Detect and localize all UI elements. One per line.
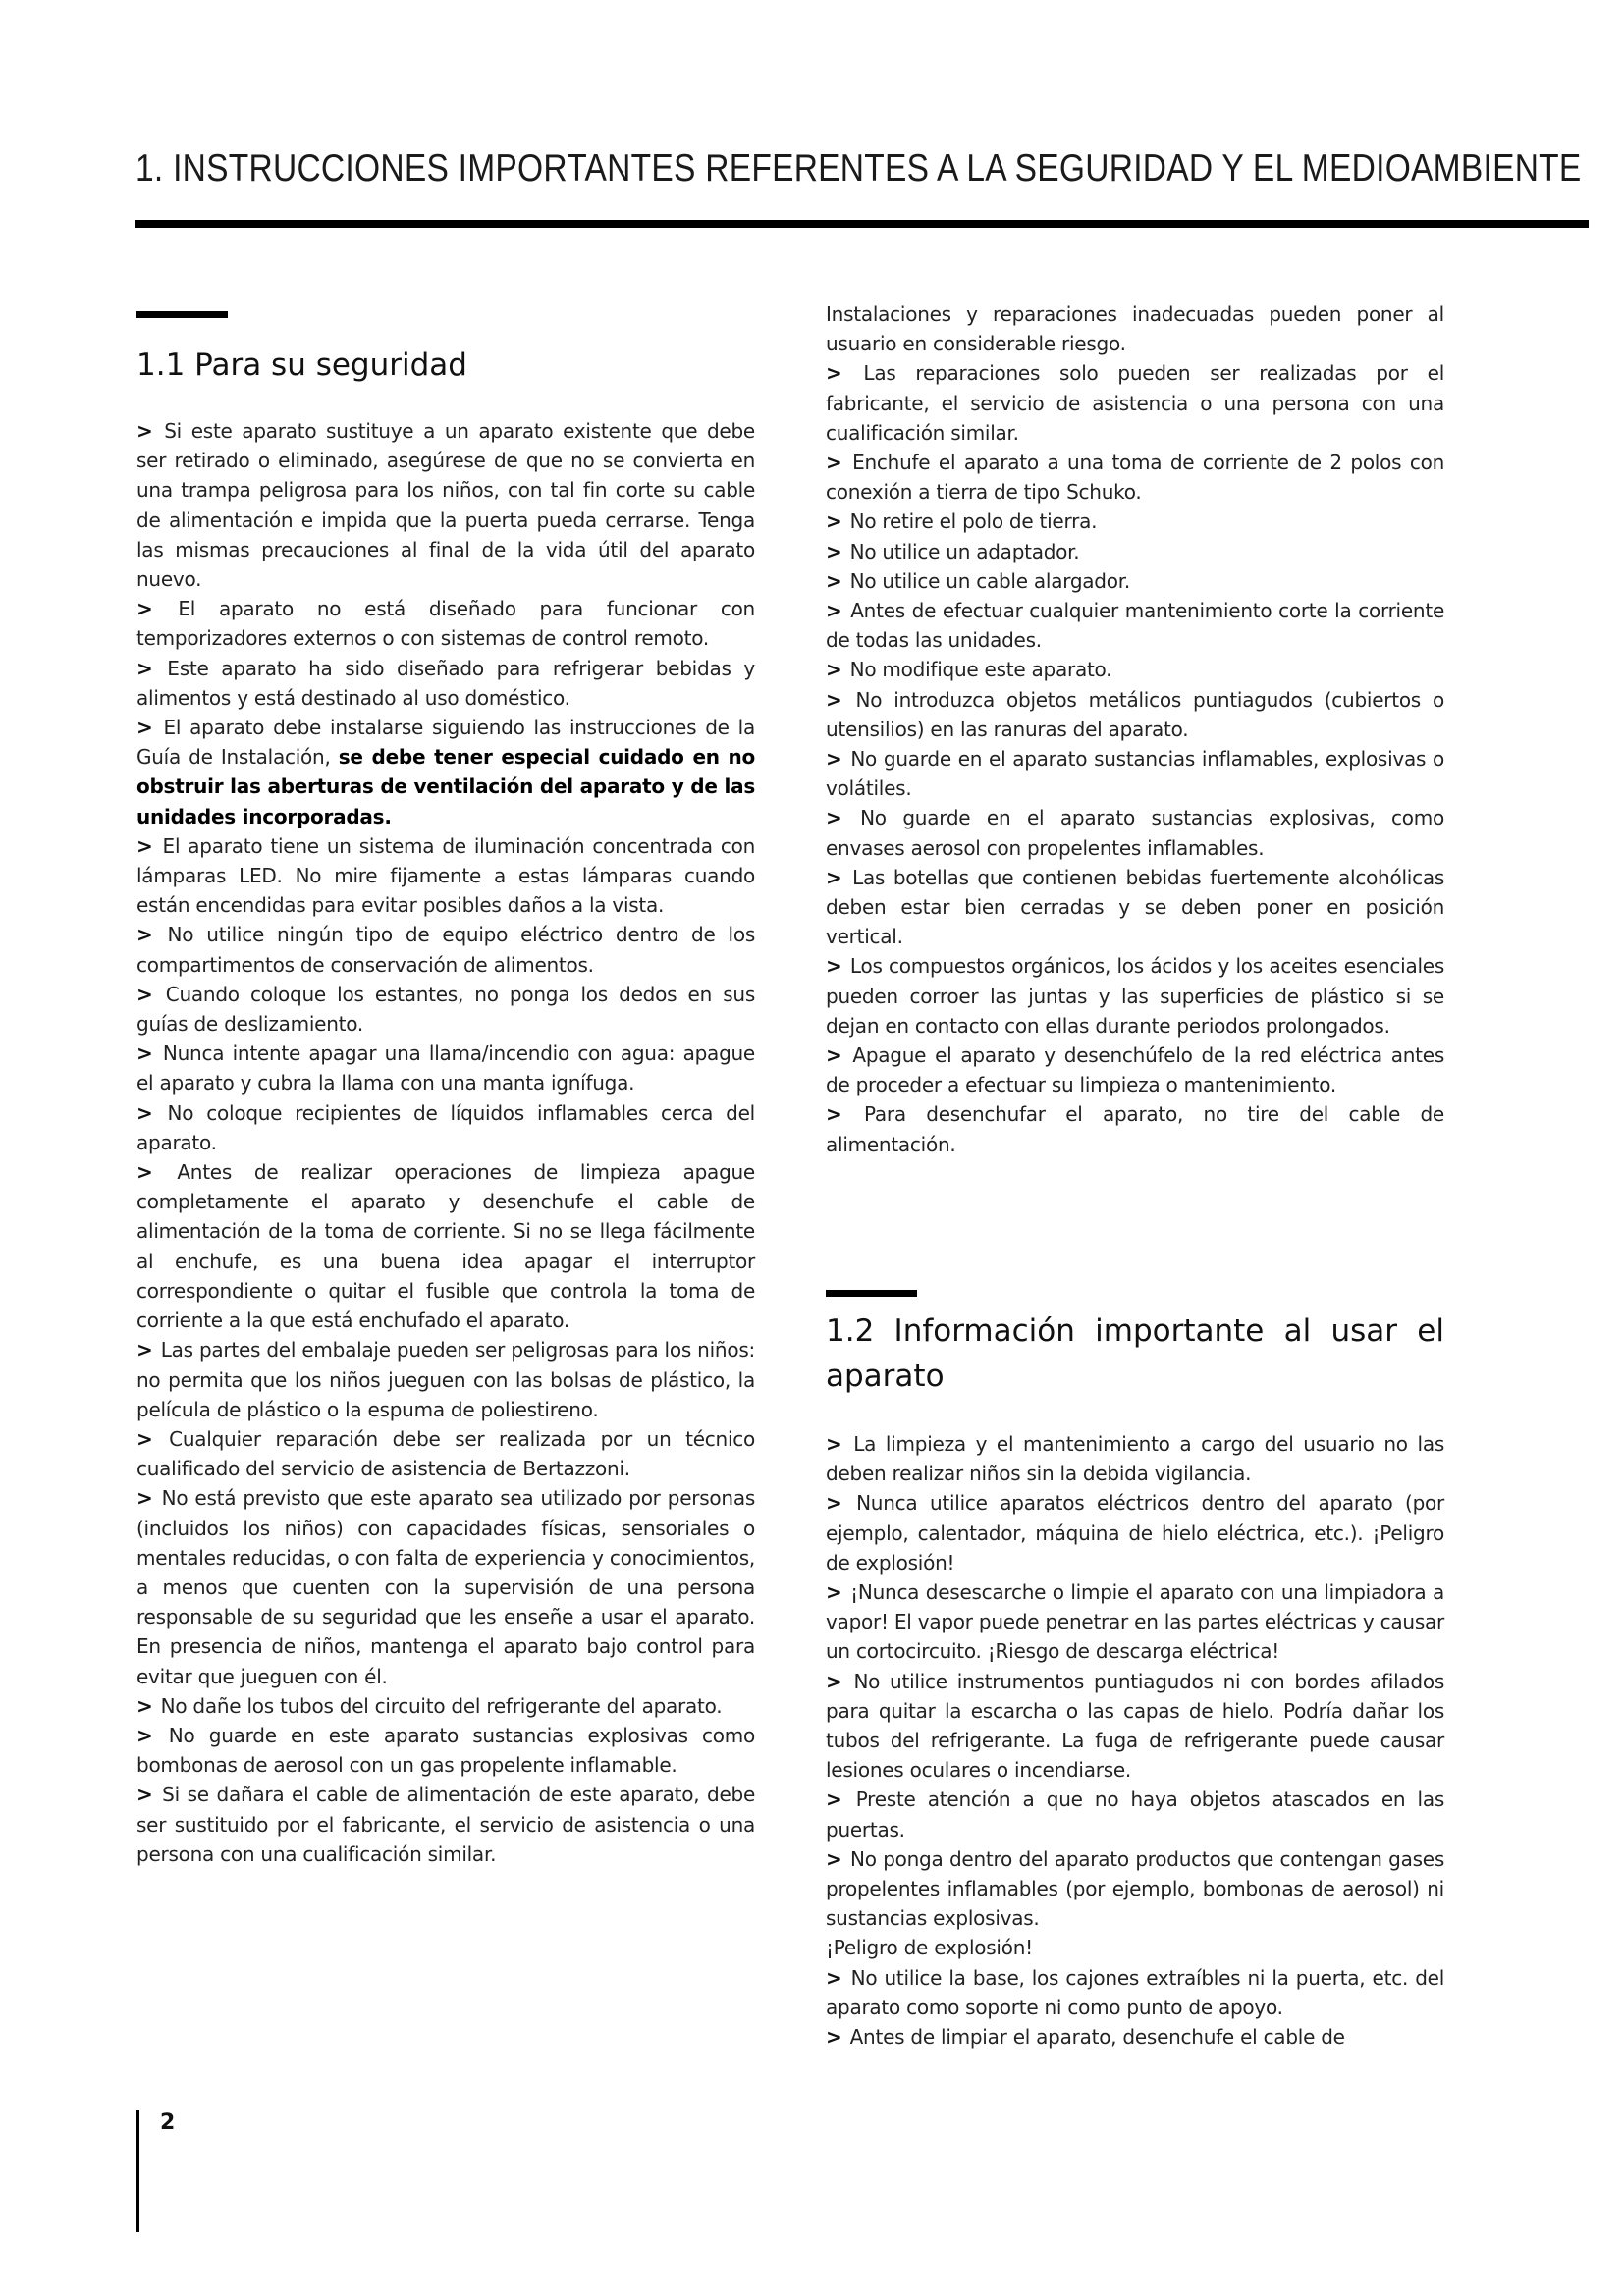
continued-paragraph: Instalaciones y reparaciones inadecuadas pueden poner al usuario en considerable riesgo.	[826, 302, 1444, 356]
bullet-arrow-icon: >	[136, 1723, 153, 1747]
bullet-arrow-icon: >	[136, 1041, 153, 1066]
instruction-text: No retire el polo de tierra.	[843, 509, 1098, 534]
bullet-arrow-icon: >	[826, 451, 842, 475]
emphasized-warning: se debe tener especial cuidado en no obstruir las aberturas de ventilación del aparato y de las unidades incorporadas.	[136, 745, 756, 828]
safety-instruction-item	[826, 1429, 1444, 1488]
bullet-arrow-icon: >	[136, 1100, 153, 1125]
page-number: 2	[160, 2110, 176, 2135]
bullet-arrow-icon: >	[826, 509, 842, 534]
instruction-text: Si este aparato sustituye a un aparato existente que debe ser retirado o eliminado, asegúrese de que no se convierta en una trampa peligrosa para los niños, con tal fin corte su cable de alimentación e impida que la puerta pueda cerrarse. Tenga las mismas precauciones al final de la vida útil del aparato nuevo.	[136, 419, 755, 592]
safety-instruction-item	[136, 1157, 755, 1335]
safety-instruction-item	[136, 594, 755, 653]
safety-instruction-item	[136, 1483, 755, 1690]
safety-instruction-item	[826, 358, 1444, 448]
instruction-text: El aparato debe instalarse siguiendo las instrucciones de la Guía de Instalación,	[136, 716, 755, 770]
instruction-text: No guarde en el aparato sustancias inflamables, explosivas o volátiles.	[826, 747, 1444, 801]
bullet-arrow-icon: >	[136, 1783, 153, 1807]
bullet-arrow-icon: >	[136, 923, 153, 947]
bullet-arrow-icon: >	[136, 1486, 153, 1511]
instruction-warning-line: ¡Peligro de explosión!	[826, 1936, 1033, 1960]
section-marker-bar	[826, 1290, 917, 1297]
section-1-1-body	[136, 416, 755, 1869]
instruction-text: Cuando coloque los estantes, no ponga los dedos en sus guías de deslizamiento.	[136, 982, 755, 1037]
instruction-text: No coloque recipientes de líquidos inflamables cerca del aparato.	[136, 1100, 755, 1154]
bullet-arrow-icon: >	[136, 656, 153, 680]
bullet-arrow-icon: >	[826, 865, 842, 889]
safety-instruction-item	[826, 1488, 1444, 1577]
instruction-text: No guarde en este aparato sustancias explosivas como bombonas de aerosol con un gas propelente inflamable.	[136, 1723, 755, 1778]
safety-instruction-item	[136, 1691, 755, 1721]
safety-instruction-item	[136, 980, 755, 1039]
bullet-arrow-icon: >	[826, 687, 842, 712]
bullet-arrow-icon: >	[826, 1846, 842, 1871]
safety-instruction-item	[826, 448, 1444, 507]
safety-instruction-item	[136, 1098, 755, 1157]
instruction-text: No utilice la base, los cajones extraíbles ni la puerta, etc. del aparato como soporte ni como punto de apoyo.	[826, 1965, 1444, 2019]
instruction-text: No utilice un adaptador.	[843, 539, 1080, 563]
safety-instruction-item	[826, 744, 1444, 803]
safety-instruction-item	[826, 507, 1444, 536]
instruction-text: No utilice un cable alargador.	[843, 568, 1130, 593]
safety-instruction-item	[826, 596, 1444, 655]
instruction-text: Para desenchufar el aparato, no tire del cable de alimentación.	[826, 1102, 1444, 1156]
safety-instruction-item	[826, 1963, 1444, 2022]
instruction-text: No modifique este aparato.	[843, 658, 1112, 682]
safety-instruction-item	[826, 951, 1444, 1041]
bullet-arrow-icon: >	[826, 599, 842, 623]
title-rule	[135, 220, 1589, 228]
bullet-arrow-icon: >	[826, 747, 842, 772]
instruction-text: Antes de limpiar el aparato, desenchufe el cable de	[843, 2025, 1345, 2050]
safety-instruction-item	[826, 803, 1444, 862]
bullet-arrow-icon: >	[826, 568, 842, 593]
safety-instruction-item	[136, 1039, 755, 1097]
safety-instruction-item	[136, 1424, 755, 1483]
safety-instruction-item	[826, 1785, 1444, 1843]
instruction-text: Apague el aparato y desenchúfelo de la red eléctrica antes de proceder a efectuar su limpieza o mantenimiento.	[826, 1043, 1444, 1097]
bullet-arrow-icon: >	[826, 2025, 842, 2050]
bullet-arrow-icon: >	[826, 1580, 842, 1605]
safety-instruction-item	[136, 1335, 755, 1424]
safety-instruction-item	[136, 713, 755, 831]
bullet-arrow-icon: >	[826, 1102, 842, 1127]
safety-instruction-item	[826, 655, 1444, 684]
instruction-text: Antes de realizar operaciones de limpieza apague completamente el aparato y desenchufe el cable de alimentación de la toma de corriente. Si no se llega fácilmente al enchufe, es una buena idea apagar el interruptor correspondiente o quitar el fusible que controla la toma de corriente a la que está enchufado el aparato.	[136, 1160, 755, 1333]
instruction-text: El aparato no está diseñado para funcionar con temporizadores externos o con sistemas de control remoto.	[136, 597, 755, 651]
instruction-text: Enchufe el aparato a una toma de corriente de 2 polos con conexión a tierra de tipo Schuko.	[826, 451, 1444, 505]
bullet-arrow-icon: >	[826, 1432, 842, 1456]
bullet-arrow-icon: >	[826, 1965, 842, 1990]
section-marker-bar	[136, 311, 228, 318]
safety-instruction-item	[826, 1099, 1444, 1158]
safety-instruction-item	[136, 920, 755, 979]
instruction-text: Las partes del embalaje pueden ser peligrosas para los niños: no permita que los niños jueguen con las bolsas de plástico, la película de plástico o la espuma de poliestireno.	[136, 1338, 755, 1421]
safety-instruction-item	[826, 685, 1444, 744]
bullet-arrow-icon: >	[826, 806, 842, 830]
instruction-text: No ponga dentro del aparato productos que contengan gases propelentes inflamables (por ejemplo, bombonas de aerosol) ni sustancias explosivas.	[826, 1846, 1444, 1931]
bullet-arrow-icon: >	[826, 954, 842, 979]
bullet-arrow-icon: >	[826, 1043, 842, 1068]
section-1-2-body	[826, 1429, 1444, 2052]
instruction-text: No utilice ningún tipo de equipo eléctrico dentro de los compartimentos de conservación de alimentos.	[136, 923, 755, 977]
instruction-text: Si se dañara el cable de alimentación de este aparato, debe ser sustituido por el fabricante, el servicio de asistencia o una persona con una cualificación similar.	[136, 1783, 755, 1866]
safety-instruction-item	[136, 416, 755, 594]
instruction-text: No introduzca objetos metálicos puntiagudos (cubiertos o utensilios) en las ranuras del aparato.	[826, 687, 1444, 741]
bullet-arrow-icon: >	[826, 658, 842, 682]
section-1-1-continued-body	[826, 299, 1444, 1159]
bullet-arrow-icon: >	[136, 1426, 153, 1451]
bullet-arrow-icon: >	[136, 833, 153, 858]
chapter-title: 1. INSTRUCCIONES IMPORTANTES REFERENTES A LA SEGURIDAD Y EL MEDIOAMBIENTE	[135, 147, 1582, 189]
safety-instruction-item	[826, 1577, 1444, 1667]
safety-instruction-item	[826, 1041, 1444, 1099]
instruction-text: No utilice instrumentos puntiagudos ni con bordes afilados para quitar la escarcha o las capas de hielo. Podría dañar los tubos del refrigerante. La fuga de refrigerante puede causar lesiones oculares o incendiarse.	[826, 1669, 1444, 1783]
instruction-text: No está previsto que este aparato sea utilizado por personas (incluidos los niños) con capacidades físicas, sensoriales o mentales reducidas, o con falta de experiencia y conocimientos, a menos que cuenten con la supervisión de una persona responsable de su seguridad que les enseñe a usar el aparato. En presencia de niños, mantenga el aparato bajo control para evitar que jueguen con él.	[136, 1486, 755, 1688]
safety-instruction-item	[826, 566, 1444, 596]
safety-instruction-item	[826, 1667, 1444, 1786]
instruction-text: Los compuestos orgánicos, los ácidos y los aceites esenciales pueden corroer las juntas y las superficies de plástico si se dejan en contacto con ellas durante periodos prolongados.	[826, 954, 1444, 1038]
bullet-arrow-icon: >	[826, 361, 842, 386]
bullet-arrow-icon: >	[136, 1338, 153, 1362]
instruction-text: Cualquier reparación debe ser realizada por un técnico cualificado del servicio de asistencia de Bertazzoni.	[136, 1426, 755, 1481]
instruction-text: Este aparato ha sido diseñado para refrigerar bebidas y alimentos y está destinado al uso doméstico.	[136, 656, 755, 710]
safety-instruction-item	[136, 831, 755, 921]
safety-instruction-item	[136, 1780, 755, 1869]
section-heading-1-2: 1.2 Información importante al usar el aparato	[826, 1313, 1444, 1394]
bullet-arrow-icon: >	[136, 419, 153, 443]
section-heading-1-1: 1.1 Para su seguridad	[136, 347, 467, 383]
instruction-text: Nunca intente apagar una llama/incendio con agua: apague el aparato y cubra la llama con una manta ignífuga.	[136, 1041, 755, 1095]
instruction-text: Preste atención a que no haya objetos atascados en las puertas.	[826, 1788, 1444, 1842]
instruction-text: No guarde en el aparato sustancias explosivas, como envases aerosol con propelentes inflamables.	[826, 806, 1444, 860]
bullet-arrow-icon: >	[826, 1669, 842, 1693]
bullet-arrow-icon: >	[826, 539, 842, 563]
bullet-arrow-icon: >	[826, 1788, 842, 1812]
bullet-arrow-icon: >	[136, 982, 153, 1006]
folio-rule	[136, 2110, 139, 2232]
bullet-arrow-icon: >	[136, 1693, 153, 1718]
safety-instruction-item	[826, 863, 1444, 952]
safety-instruction-item	[826, 2022, 1444, 2052]
bullet-arrow-icon: >	[136, 716, 153, 740]
safety-instruction-item	[826, 1844, 1444, 1934]
bullet-arrow-icon: >	[826, 1491, 842, 1516]
instruction-text: Antes de efectuar cualquier mantenimiento corte la corriente de todas las unidades.	[826, 599, 1444, 653]
bullet-arrow-icon: >	[136, 1160, 153, 1185]
instruction-text: La limpieza y el mantenimiento a cargo del usuario no las deben realizar niños sin la debida vigilancia.	[826, 1432, 1444, 1486]
safety-instruction-item	[826, 537, 1444, 566]
instruction-text: Nunca utilice aparatos eléctricos dentro del aparato (por ejemplo, calentador, máquina de hielo eléctrica, etc.). ¡Peligro de explosión!	[826, 1491, 1444, 1575]
safety-instruction-item	[136, 1721, 755, 1780]
bullet-arrow-icon: >	[136, 597, 153, 621]
safety-instruction-item	[136, 654, 755, 713]
instruction-text: Las reparaciones solo pueden ser realizadas por el fabricante, el servicio de asistencia o una persona con una cualificación similar.	[826, 361, 1444, 445]
instruction-text: Las botellas que contienen bebidas fuertemente alcohólicas deben estar bien cerradas y se deben poner en posición vertical.	[826, 865, 1444, 949]
instruction-text: El aparato tiene un sistema de iluminación concentrada con lámparas LED. No mire fijamente a estas lámparas cuando están encendidas para evitar posibles daños a la vista.	[136, 833, 755, 918]
instruction-text: No dañe los tubos del circuito del refrigerante del aparato.	[154, 1693, 723, 1718]
instruction-text: ¡Nunca desescarche o limpie el aparato con una limpiadora a vapor! El vapor puede penetrar en las partes eléctricas y causar un cortocircuito. ¡Riesgo de descarga eléctrica!	[826, 1580, 1444, 1664]
